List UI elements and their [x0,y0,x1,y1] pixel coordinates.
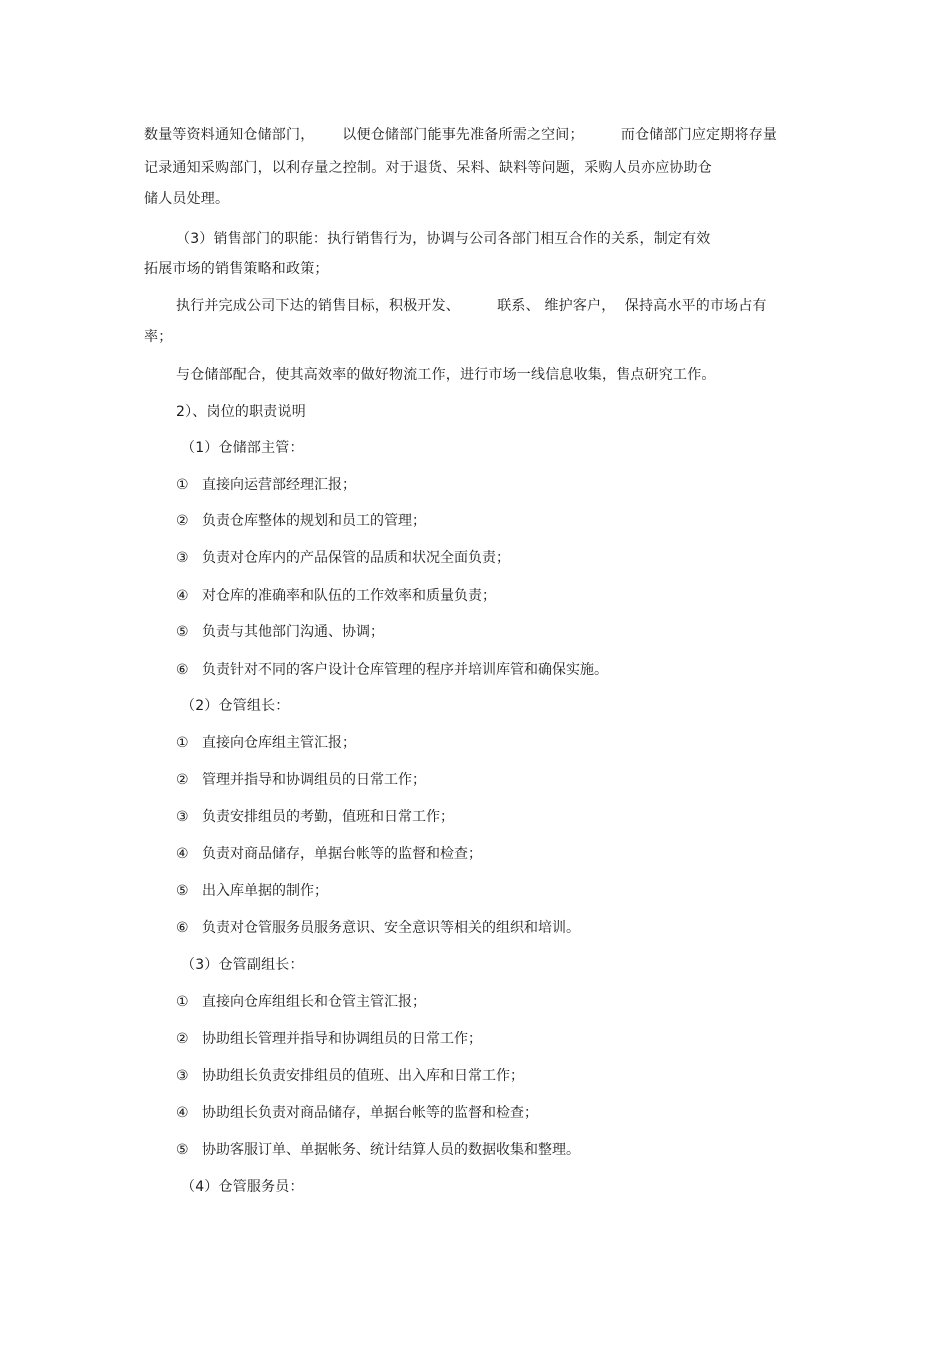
item-number: ⑥ [176,920,189,936]
subsection-heading: （4）仓管服务员： [181,1179,304,1195]
list-item [176,881,328,901]
list-item [176,1029,482,1049]
item-text: 直接向仓库组主管汇报； [202,735,356,751]
list-item [176,807,454,827]
paragraph-line: （3）销售部门的职能：执行销售行为，协调与公司各部门相互合作的关系，制定有效 [176,231,711,247]
list-item [176,586,496,606]
item-text: 协助客服订单、单据帐务、统计结算人员的数据收集和整理。 [202,1142,580,1158]
item-text: 协助组长管理并指导和协调组员的日常工作； [202,1031,482,1047]
item-text: 协助组长负责对商品储存，单据台帐等的监督和检查； [202,1105,538,1121]
list-item [176,660,608,680]
item-number: ⑤ [176,624,189,640]
item-text: 负责对仓库内的产品保管的品质和状况全面负责； [202,550,510,566]
list-item [176,844,482,864]
item-number: ④ [176,588,189,604]
item-text: 负责针对不同的客户设计仓库管理的程序并培训库管和确保实施。 [202,662,608,678]
list-item [176,548,510,568]
item-number: ① [176,735,189,751]
item-text: 管理并指导和协调组员的日常工作； [202,772,426,788]
list-item [176,622,384,642]
item-number: ① [176,477,189,493]
item-text: 负责与其他部门沟通、协调； [202,624,384,640]
list-item [176,770,426,790]
item-number: ③ [176,550,189,566]
item-number: ① [176,994,189,1010]
paragraph-line: 与仓储部配合，使其高效率的做好物流工作，进行市场一线信息收集，售点研究工作。 [176,367,716,383]
subsection-heading: （1）仓储部主管： [181,440,304,456]
item-text: 负责对仓管服务员服务意识、安全意识等相关的组织和培训。 [202,920,580,936]
item-number: ⑤ [176,1142,189,1158]
list-item [176,733,356,753]
item-number: ② [176,513,189,529]
item-number: ④ [176,846,189,862]
item-text: 直接向运营部经理汇报； [202,477,356,493]
list-item [176,1140,580,1160]
item-text: 负责对商品储存，单据台帐等的监督和检查； [202,846,482,862]
item-number: ④ [176,1105,189,1121]
item-text: 负责仓库整体的规划和员工的管理； [202,513,426,529]
paragraph-line: 记录通知采购部门，以利存量之控制。对于退货、呆料、缺料等问题，采购人员亦应协助仓 [144,160,712,176]
list-item [176,992,426,1012]
list-item [176,511,426,531]
item-number: ② [176,772,189,788]
item-number: ③ [176,1068,189,1084]
item-number: ⑤ [176,883,189,899]
list-item [176,475,356,495]
item-text: 协助组长负责安排组员的值班、出入库和日常工作； [202,1068,524,1084]
list-item [176,1066,524,1086]
item-number: ⑥ [176,662,189,678]
item-text: 对仓库的准确率和队伍的工作效率和质量负责； [202,588,496,604]
section-title: 2）、岗位的职责说明 [176,404,306,420]
paragraph-line: 储人员处理。 [144,191,230,207]
list-item [176,1103,538,1123]
item-number: ③ [176,809,189,825]
item-number: ② [176,1031,189,1047]
item-text: 负责安排组员的考勤，值班和日常工作； [202,809,454,825]
paragraph-line: 率； [144,329,173,345]
item-text: 直接向仓库组组长和仓管主管汇报； [202,994,426,1010]
subsection-heading: （2）仓管组长： [181,698,290,714]
list-item [176,918,580,938]
subsection-heading: （3）仓管副组长： [181,957,304,973]
paragraph-line: 拓展市场的销售策略和政策； [144,261,329,277]
item-text: 出入库单据的制作； [202,883,328,899]
paragraph-line: 数量等资料通知仓储部门， 以便仓储部门能事先准备所需之空间； 而仓储部门应定期将存量 [144,127,778,143]
paragraph-line: 执行并完成公司下达的销售目标，积极开发、 联系、 维护客户， 保持高水平的市场占有 [176,298,767,314]
